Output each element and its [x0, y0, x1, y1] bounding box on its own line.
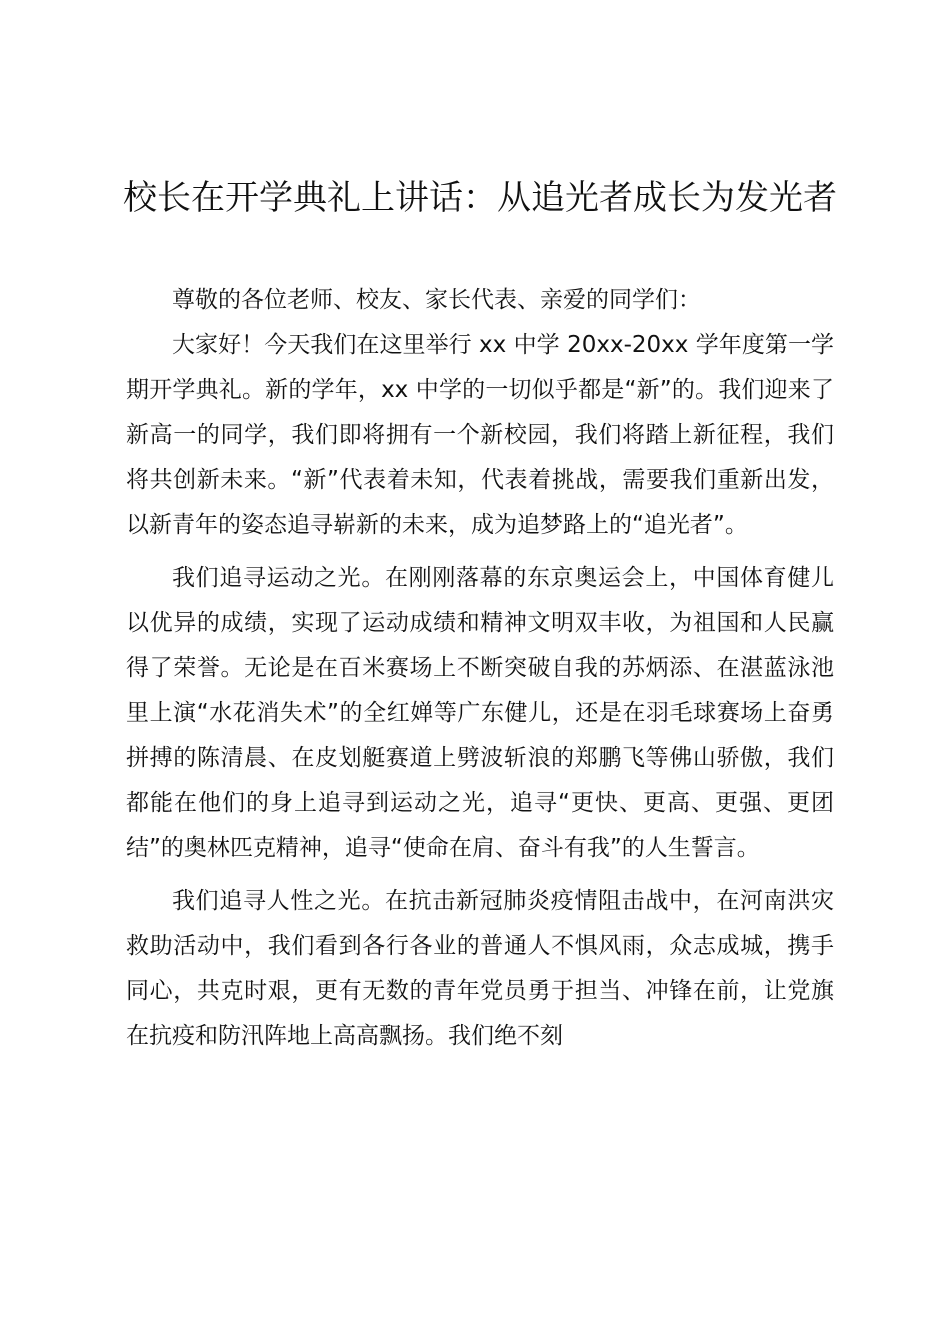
body-paragraph: 我们追寻运动之光。在刚刚落幕的东京奥运会上，中国体育健儿以优异的成绩，实现了运动成绩和精神文明双丰收，为祖国和人民赢得了荣誉。无论是在百米赛场上不断突破自我的苏炳添、在湛蓝泳池里上演“水花消失术”的全红婵等广东健儿，还是在羽毛球赛场上奋勇拼搏的陈清晨、在皮划艇赛道上劈波斩浪的郑鹏飞等佛山骄傲，我们都能在他们的身上追寻到运动之光，追寻“更快、更高、更强、更团结”的奥林匹克精神，追寻“使命在肩、奋斗有我”的人生誓言。	[126, 565, 834, 861]
body-paragraph: 我们追寻人性之光。在抗击新冠肺炎疫情阻击战中，在河南洪灾救助活动中，我们看到各行各业的普通人不惧风雨，众志成城，携手同心，共克时艰，更有无数的青年党员勇于担当、冲锋在前，让党旗在抗疫和防汛阵地上高高飘扬。我们绝不刻	[126, 888, 834, 1049]
salutation-paragraph: 尊敬的各位老师、校友、家长代表、亲爱的同学们：	[172, 287, 701, 313]
document-title: 校长在开学典礼上讲话：从追光者成长为发光者	[123, 178, 837, 218]
body-paragraph: 大家好！今天我们在这里举行 xx 中学 20xx-20xx 学年度第一学期开学典礼。新的学年，xx 中学的一切似乎都是“新”的。我们迎来了新高一的同学，我们即将拥有一个新校园，我们将踏上新征程，我们将共创新未来。“新”代表着未知，代表着挑战，需要我们重新出发，以新青年的姿态追寻崭新的未来，成为追梦路上的“追光者”。	[126, 332, 834, 538]
document-body	[126, 278, 834, 1059]
